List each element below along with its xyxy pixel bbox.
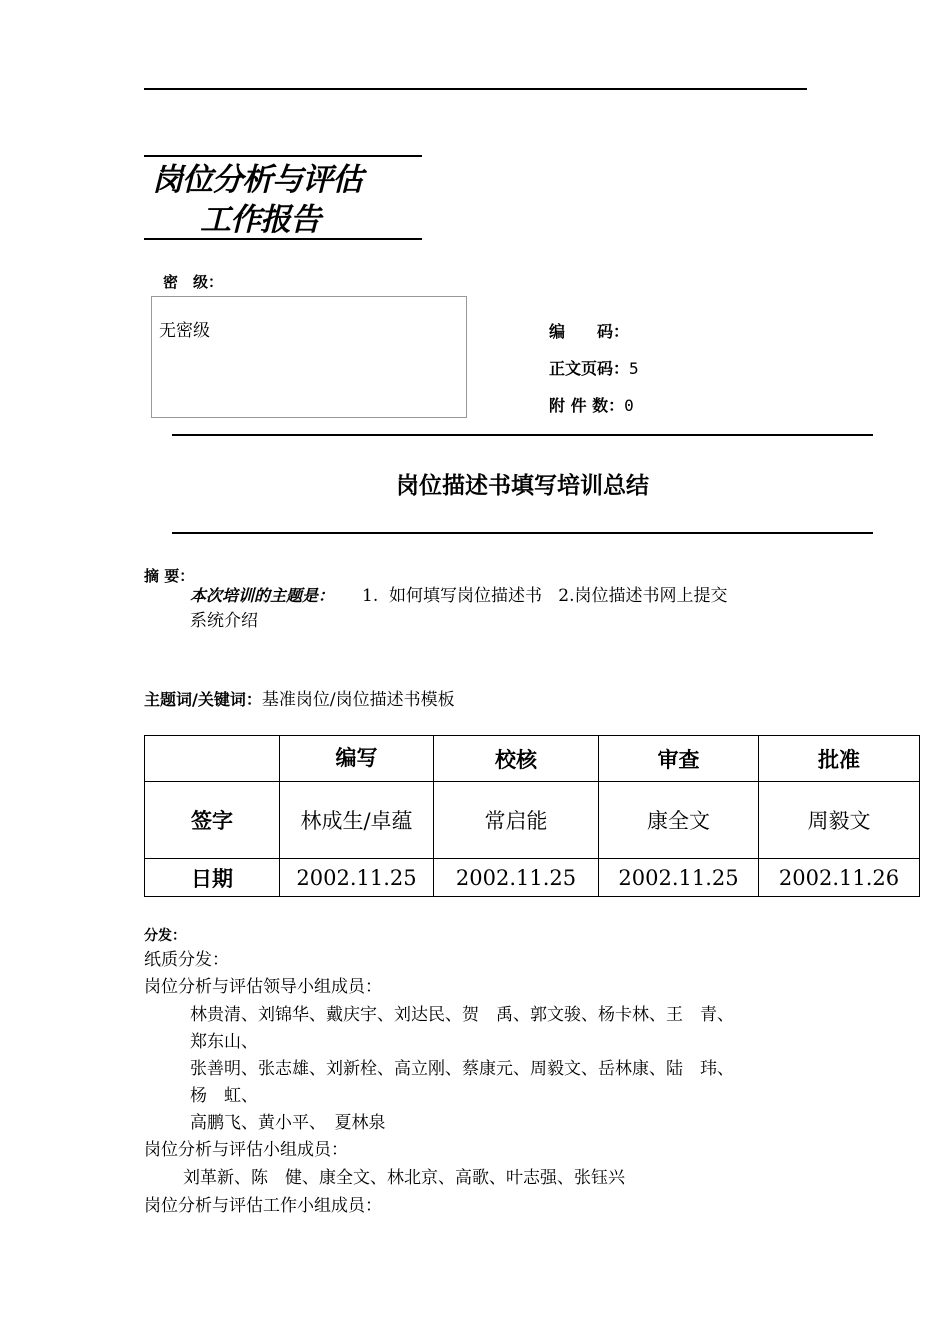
table-corner-cell xyxy=(145,736,280,782)
doc-title-top-rule xyxy=(172,434,873,436)
page-count-label: 正文页码： xyxy=(549,359,630,378)
date-row-label: 日期 xyxy=(145,859,280,897)
abstract-lead: 本次培训的主题是： xyxy=(190,586,335,605)
doc-title-bottom-rule xyxy=(172,532,873,534)
date-reviewer: 2002.11.25 xyxy=(599,859,759,897)
abstract-line2: 系统介绍 xyxy=(190,611,258,631)
group3-title: 岗位分析与评估工作小组成员： xyxy=(144,1196,382,1216)
signature-row-label: 签字 xyxy=(145,782,280,859)
date-checker: 2002.11.25 xyxy=(434,859,599,897)
header-approver: 批准 xyxy=(759,736,920,782)
signature-reviewer: 康全文 xyxy=(599,782,759,859)
abstract-label: 摘 要： xyxy=(144,567,195,585)
abstract-line1 xyxy=(190,584,727,608)
report-title-line2: 工作报告 xyxy=(200,202,320,238)
paper-distribution: 纸质分发： xyxy=(144,950,229,970)
keywords xyxy=(144,688,455,712)
keywords-value: 基准岗位/岗位描述书模板 xyxy=(261,690,455,710)
title-top-rule xyxy=(144,155,422,157)
date-author: 2002.11.25 xyxy=(280,859,434,897)
group1-line: 张善明、张志雄、刘新栓、高立刚、蔡康元、周毅文、岳林康、陆 玮、 xyxy=(190,1059,734,1079)
table-row xyxy=(145,859,920,897)
header-reviewer: 审查 xyxy=(599,736,759,782)
signature-table xyxy=(144,735,920,897)
table-row xyxy=(145,782,920,859)
page-count-value: 5 xyxy=(629,359,639,378)
signature-approver: 周毅文 xyxy=(759,782,920,859)
group1-line: 高鹏飞、黄小平、 夏林泉 xyxy=(190,1113,386,1133)
classification-value: 无密级 xyxy=(159,321,210,341)
meta-attachments xyxy=(549,395,634,417)
group2-title: 岗位分析与评估小组成员： xyxy=(144,1140,348,1160)
group2-line: 刘革新、陈 健、康全文、林北京、高歌、叶志强、张钰兴 xyxy=(183,1168,625,1188)
header-author: 编写 xyxy=(280,736,434,782)
date-approver: 2002.11.26 xyxy=(759,859,920,897)
attachment-count-label: 附 件 数： xyxy=(549,396,625,415)
abstract-topics: 1. 如何填写岗位描述书 2.岗位描述书网上提交 xyxy=(362,586,728,606)
distribution-label: 分发： xyxy=(144,928,186,944)
group1-title: 岗位分析与评估领导小组成员： xyxy=(144,977,382,997)
signature-author: 林成生/卓蕴 xyxy=(280,782,434,859)
table-header-row xyxy=(145,736,920,782)
signature-checker: 常启能 xyxy=(434,782,599,859)
meta-code xyxy=(549,321,629,343)
group1-line: 郑东山、 xyxy=(190,1032,258,1052)
title-bottom-rule xyxy=(144,238,422,240)
code-label: 编 码： xyxy=(549,322,630,341)
keywords-label: 主题词/关键词： xyxy=(144,690,262,709)
group1-line: 杨 虹、 xyxy=(190,1086,258,1106)
classification-label: 密 级： xyxy=(163,273,224,291)
group1-line: 林贵清、刘锦华、戴庆宇、刘达民、贺 禹、郭文骏、杨卡林、王 青、 xyxy=(190,1005,734,1025)
attachment-count-value: 0 xyxy=(624,396,634,415)
classification-box xyxy=(151,296,467,418)
report-title-line1: 岗位分析与评估 xyxy=(152,162,362,198)
top-rule xyxy=(144,88,807,90)
meta-page xyxy=(549,358,639,380)
document-title: 岗位描述书填写培训总结 xyxy=(396,473,649,499)
header-checker: 校核 xyxy=(434,736,599,782)
